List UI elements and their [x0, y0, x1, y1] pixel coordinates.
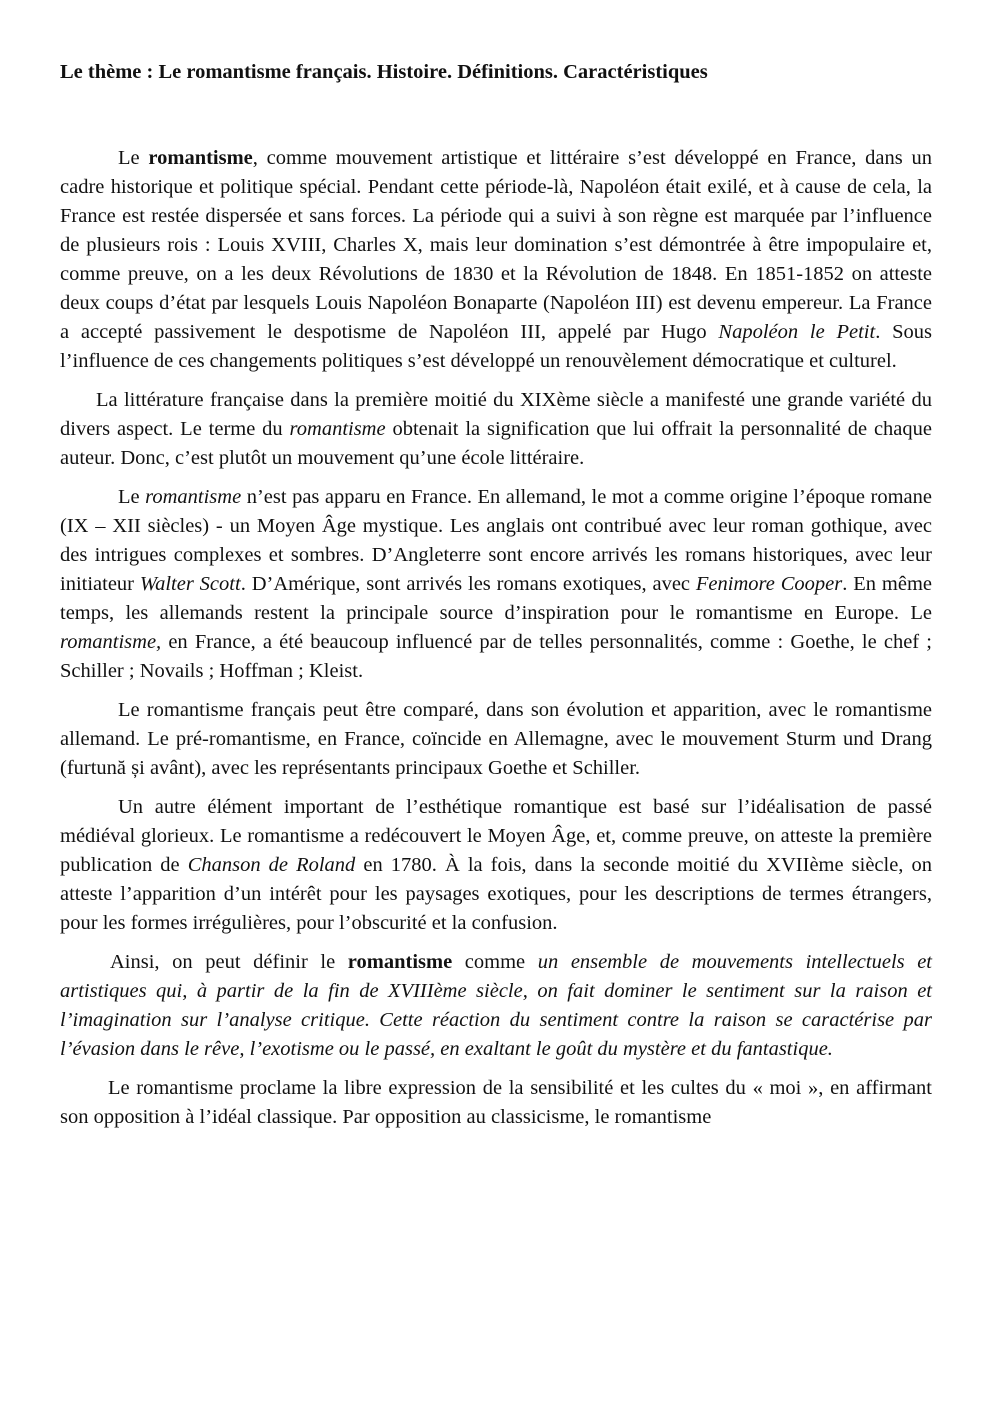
- paragraph-1: [60, 144, 932, 376]
- p2-text-a: La littérature française dans la première moitié du XIXème siècle a manifesté une grande variété du divers aspect. Le terme du: [60, 389, 932, 440]
- p3-italic-term: romantisme: [145, 486, 242, 508]
- p6-italic-definition: un ensemble de mouvements intellectuels et artistiques qui, à partir de la fin de XVIIIème siècle, on fait dominer le sentiment sur la raison et l’imagination sur l’analyse critique. Cette réaction du sentiment contre la raison se caractérise par l’évasion dans le rêve, l’exotisme ou le passé, en exaltant le goût du mystère et du fantastique.: [60, 951, 933, 1060]
- p2-italic-term: romantisme: [289, 418, 386, 440]
- p5-text-a: Un autre élément important de l’esthétique romantique est basé sur l’idéalisation de passé médiéval glorieux. Le romantisme a redécouvert le Moyen Âge, et, comme preuve, on atteste la première publication de: [60, 796, 932, 876]
- paragraph-3: [60, 483, 932, 686]
- p3-text-c: n’est pas apparu en France. En allemand, le mot a comme origine l’époque romane (IX – XII siècles) - un Moyen Âge mystique. Les anglais ont contribué avec leur roman gothique, avec des intrigues complexes et sombres. D’Angleterre sont encore arrivés les romans historiques, avec leur initiateur: [60, 486, 933, 595]
- p6-text-c: comme: [452, 951, 538, 973]
- p3-text-e: . D’Amérique, sont arrivés les romans exotiques, avec: [240, 573, 696, 595]
- p5-italic-title: Chanson de Roland: [187, 854, 356, 876]
- paragraph-6: [60, 948, 932, 1064]
- p1-text-a: Le: [118, 147, 149, 169]
- paragraph-7: Le romantisme proclame la libre expression de la sensibilité et les cultes du « moi », en affirmant son opposition à l’idéal classique. Par opposition au classicisme, le romantisme: [60, 1077, 932, 1128]
- p1-text-e: . Sous l’influence de ces changements politiques s’est développé un renouvèlement démocratique et culturel.: [60, 321, 932, 372]
- p1-italic-title: Napoléon le Petit: [718, 321, 876, 343]
- p3-text-g: . En même temps, les allemands restent la principale source d’inspiration pour le romantisme en Europe. Le: [60, 573, 932, 624]
- p1-bold-term: romantisme: [148, 147, 253, 169]
- p3-italic-term-2: romantisme,: [60, 631, 162, 653]
- p1-text-c: , comme mouvement artistique et littéraire s’est développé en France, dans un cadre historique et politique spécial. Pendant cette période-là, Napoléon était exilé, et à cause de cela, la France est restée dispersée et sans forces. La période qui a suivi à son règne est marquée par l’influence de plusieurs rois : Louis XVIII, Charles X, mais leur domination s’est démontrée à être impopulaire et, comme preuve, on a les deux Révolutions de 1830 et la Révolution de 1848. En 1851-1852 on atteste deux coups d’état par lesquels Louis Napoléon Bonaparte (Napoléon III) est devenu empereur. La France a accepté passivement le despotisme de Napoléon III, appelé par Hugo: [60, 147, 933, 343]
- page-title: Le thème : Le romantisme français. Histoire. Définitions. Caractéristiques: [60, 61, 708, 83]
- p5-text-c: en 1780. À la fois, dans la seconde moitié du XVIIème siècle, on atteste l’apparition d’un intérêt pour les paysages exotiques, pour les descriptions de termes étrangers, pour les formes irrégulières, pour l’obscurité et la confusion.: [60, 854, 932, 934]
- paragraph-5: [60, 793, 932, 938]
- p2-text-c: obtenait la signification que lui offrait la personnalité de chaque auteur. Donc, c’est plutôt un mouvement qu’une école littéraire.: [60, 418, 932, 469]
- p6-text-a: Ainsi, on peut définir le: [110, 951, 348, 973]
- p3-text-i: en France, a été beaucoup influencé par de telles personnalités, comme : Goethe, le chef ; Schiller ; Novails ; Hoffman ; Kleist.: [60, 631, 932, 682]
- paragraph-4: Le romantisme français peut être comparé, dans son évolution et apparition, avec le romantisme allemand. Le pré-romantisme, en France, coïncide en Allemagne, avec le mouvement Sturm und Drang (furtună și avânt), avec les représentants principaux Goethe et Schiller.: [60, 699, 932, 779]
- paragraph-2: [60, 386, 932, 473]
- p3-text-a: Le: [118, 486, 146, 508]
- document-page: [60, 58, 932, 1142]
- p3-italic-scott: Walter Scott: [139, 573, 241, 595]
- p3-italic-cooper: Fenimore Cooper: [695, 573, 843, 595]
- p6-bold-term: romantisme: [347, 951, 453, 973]
